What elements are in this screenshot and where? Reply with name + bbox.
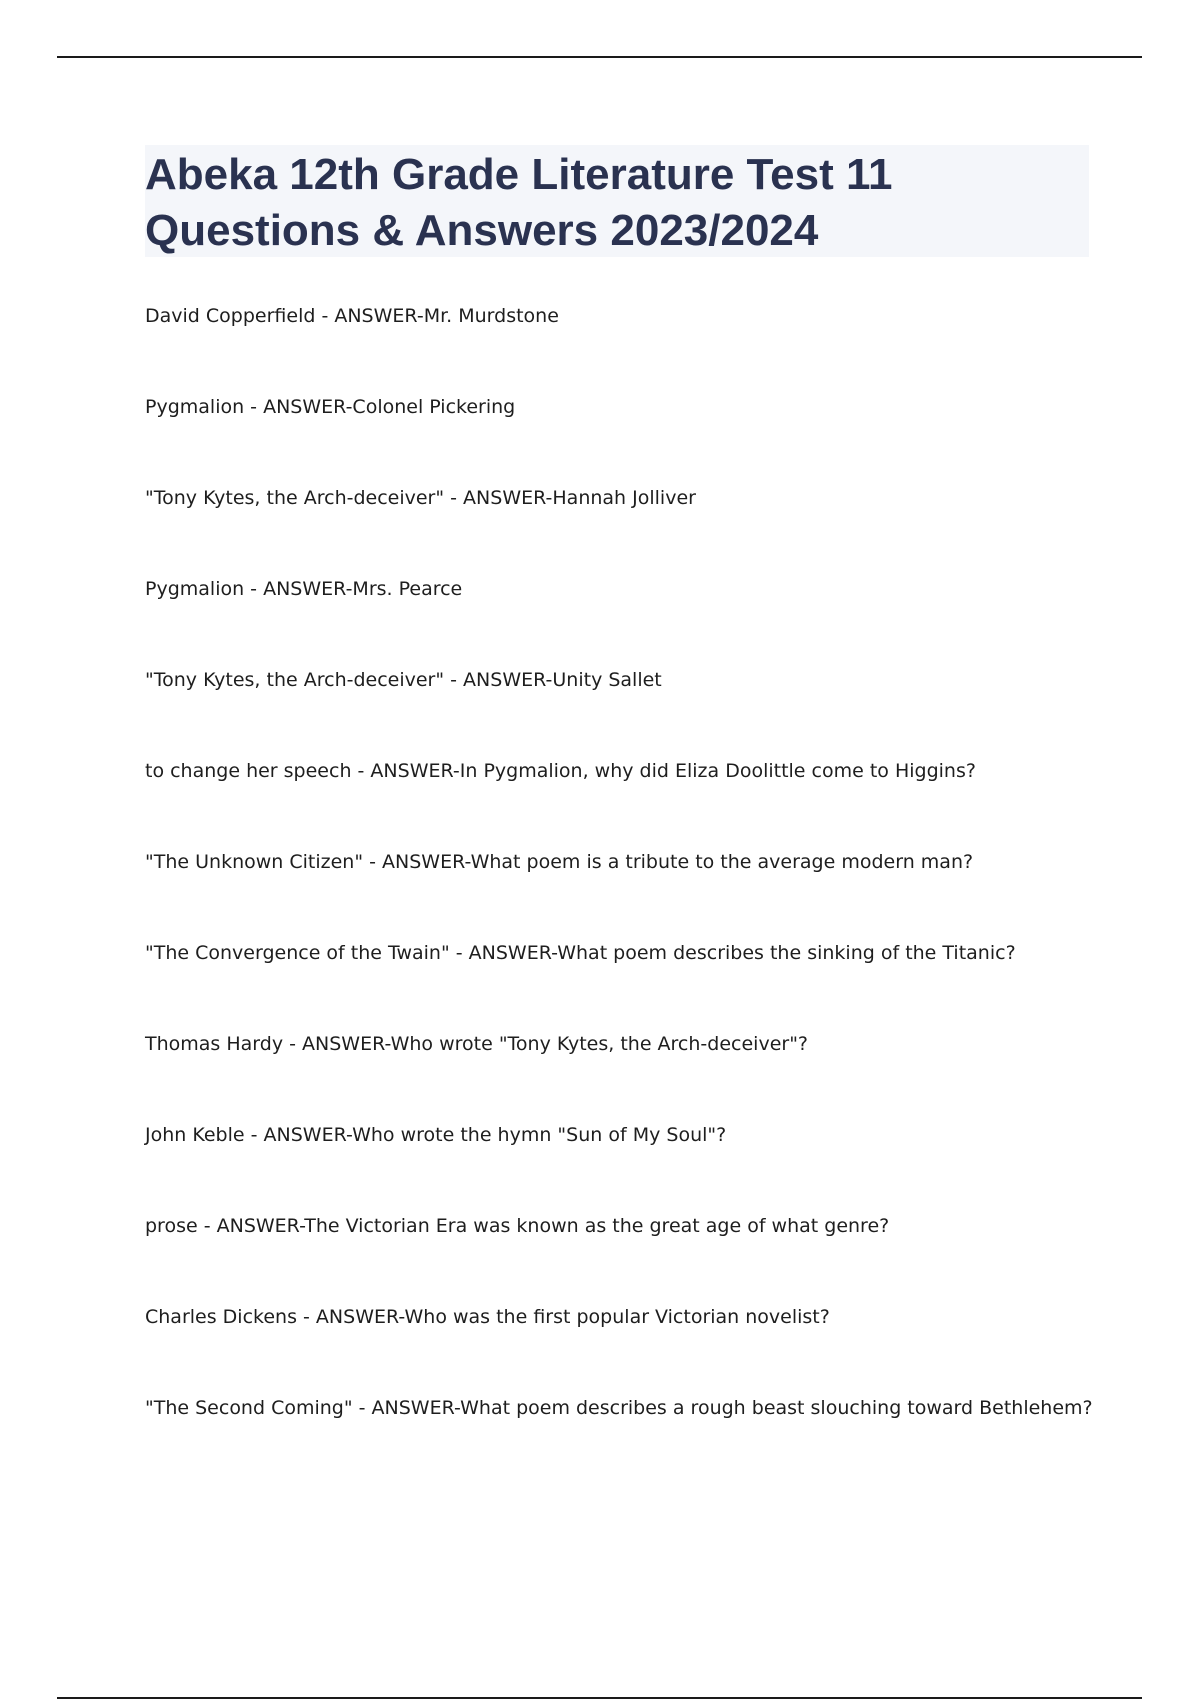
qa-item: Thomas Hardy - ANSWER-Who wrote "Tony Kytes, the Arch-deceiver"?: [145, 1033, 809, 1055]
qa-item: "The Second Coming" - ANSWER-What poem describes a rough beast slouching toward Bethlehem?: [145, 1397, 1093, 1419]
qa-item: "Tony Kytes, the Arch-deceiver" - ANSWER-Unity Sallet: [145, 669, 662, 691]
title-line-1: Abeka 12th Grade Literature Test 11: [145, 150, 893, 199]
qa-item: David Copperfield - ANSWER-Mr. Murdstone: [145, 305, 559, 327]
qa-item: Charles Dickens - ANSWER-Who was the first popular Victorian novelist?: [145, 1306, 830, 1328]
qa-item: John Keble - ANSWER-Who wrote the hymn "Sun of My Soul"?: [145, 1124, 727, 1146]
bottom-divider: [57, 1697, 1142, 1699]
qa-item: Pygmalion - ANSWER-Mrs. Pearce: [145, 578, 463, 600]
qa-item: "The Unknown Citizen" - ANSWER-What poem is a tribute to the average modern man?: [145, 851, 974, 873]
qa-item: "Tony Kytes, the Arch-deceiver" - ANSWER-Hannah Jolliver: [145, 487, 696, 509]
qa-item: to change her speech - ANSWER-In Pygmalion, why did Eliza Doolittle come to Higgins?: [145, 760, 976, 782]
title-block: [145, 145, 1089, 257]
document-title: [145, 145, 1089, 259]
title-line-2: Questions & Answers 2023/2024: [145, 206, 819, 255]
qa-item: "The Convergence of the Twain" - ANSWER-What poem describes the sinking of the Titanic?: [145, 942, 1016, 964]
qa-item: prose - ANSWER-The Victorian Era was known as the great age of what genre?: [145, 1215, 890, 1237]
qa-item: Pygmalion - ANSWER-Colonel Pickering: [145, 396, 516, 418]
top-divider: [57, 56, 1142, 58]
qa-list: [145, 302, 1145, 1485]
